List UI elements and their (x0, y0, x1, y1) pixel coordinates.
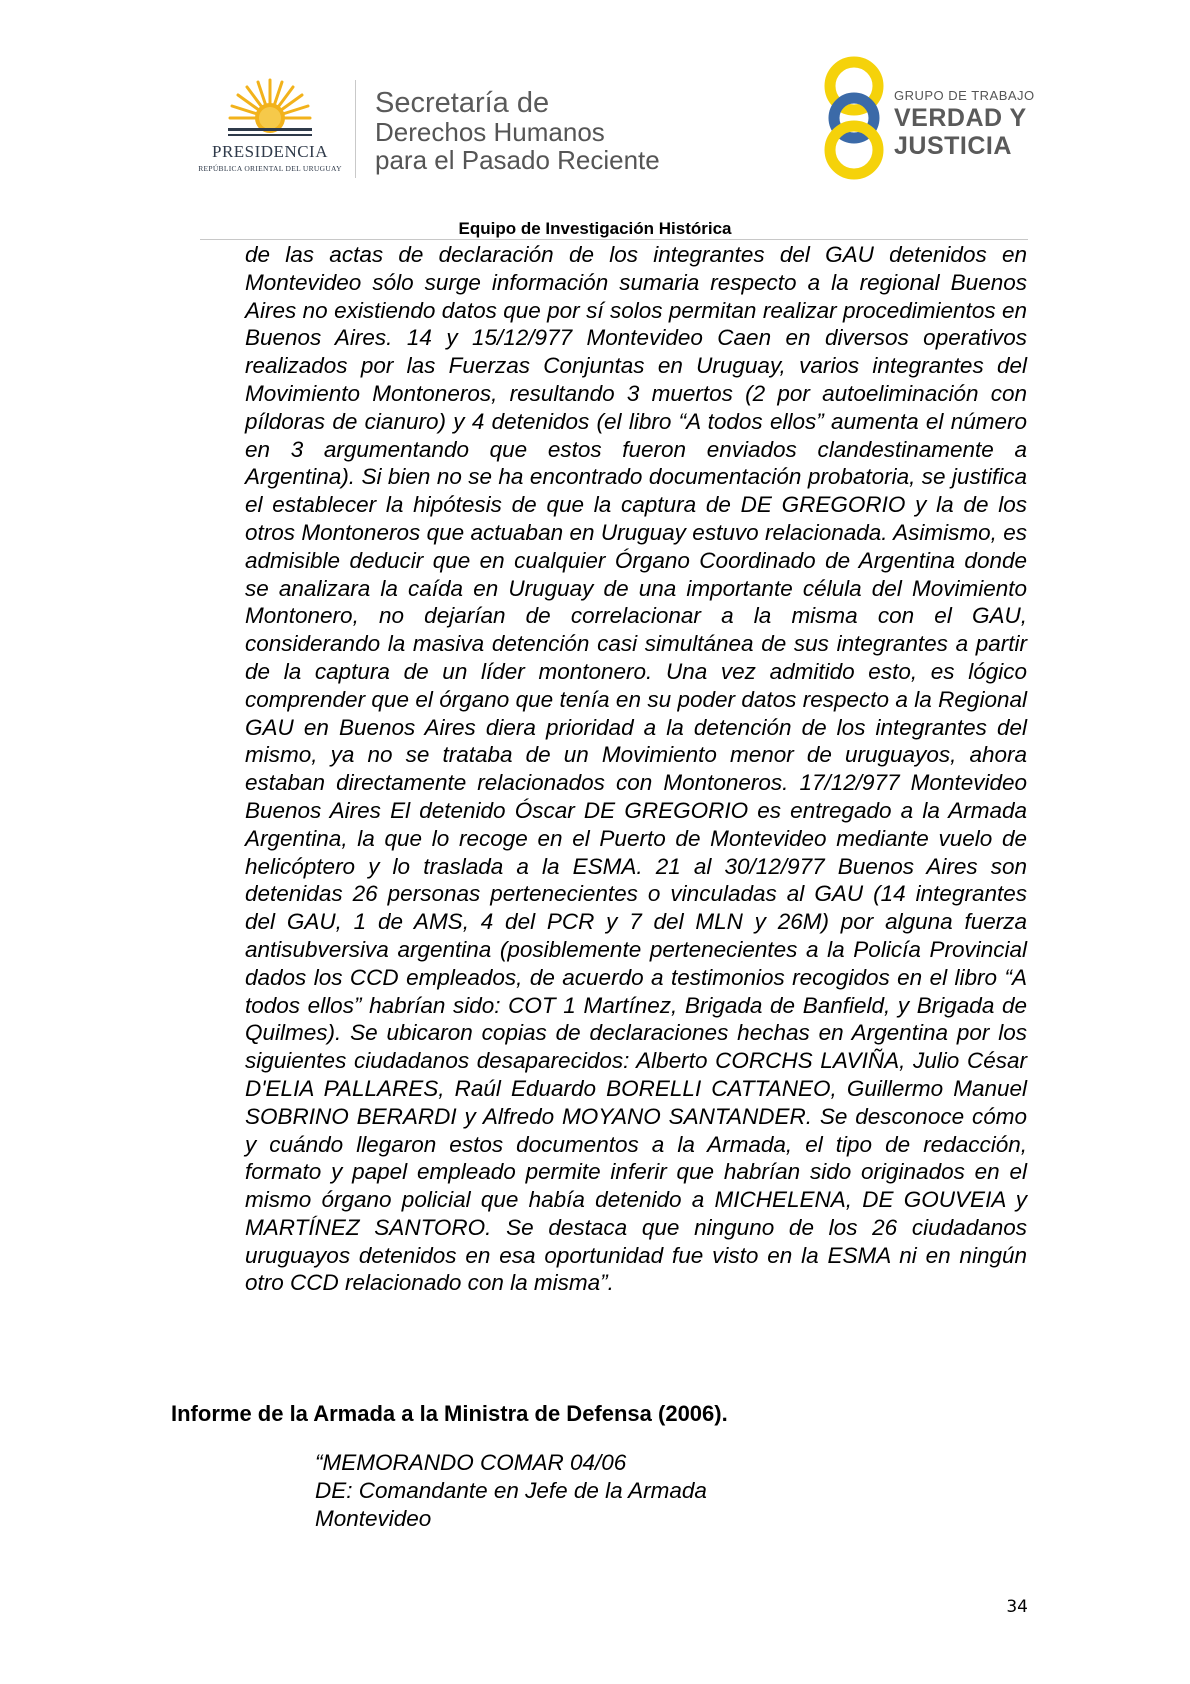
section-heading: Informe de la Armada a la Ministra de Defensa (2006). (171, 1401, 728, 1426)
memo-quote (315, 1449, 915, 1533)
justicia-label: JUSTICIA (894, 132, 1012, 160)
grupo-trabajo-label: GRUPO DE TRABAJO (894, 88, 1035, 103)
presidencia-logo (195, 78, 345, 178)
team-title: Equipo de Investigación Histórica (458, 219, 732, 238)
header-rule (200, 239, 1028, 240)
memo-line-title: “MEMORANDO COMAR 04/06 (315, 1450, 627, 1475)
linked-rings-icon (820, 56, 888, 180)
verdad-label: VERDAD Y (894, 104, 1027, 132)
secretaria-line-3: para el Pasado Reciente (375, 145, 660, 175)
grupo-trabajo-logo (820, 56, 1040, 182)
page-number: 34 (1006, 1597, 1028, 1617)
page-header (0, 0, 1190, 240)
presidencia-subtitle: REPÚBLICA ORIENTAL DEL URUGUAY (198, 164, 342, 173)
secretaria-line-1: Secretaría de (375, 87, 550, 119)
header-divider (355, 80, 356, 178)
memo-line-from: DE: Comandante en Jefe de la Armada (315, 1478, 707, 1503)
sun-icon (228, 78, 312, 140)
secretaria-line-2: Derechos Humanos (375, 117, 605, 147)
quote-paragraph: de las actas de declaración de los integrantes del GAU detenidos en Montevideo sólo surge información sumaria respecto a la regional Buenos Aires no existiendo datos que por sí solos permitan realizar procedimientos en Buenos Aires. 14 y 15/12/977 Montevideo Caen en diversos operativos realizados por las Fuerzas Conjuntas en Uruguay, varios integrantes del Movimiento Montoneros, resultando 3 muertos (2 por autoeliminación con píldoras de cianuro) y 4 detenidos (el libro “A todos ellos” aumenta el número en 3 argumentando que estos fueron enviados clandestinamente a Argentina). Si bien no se ha encontrado documentación probatoria, se justifica el establecer la hipótesis de que la captura de DE GREGORIO y la de los otros Montoneros que actuaban en Uruguay estuvo relacionada. Asimismo, es admisible deducir que en cualquier Órgano Coordinado de Argentina donde se analizara la caída en Uruguay de una importante célula del Movimiento Montonero, no dejarían de correlacionar a la misma con el GAU, considerando la masiva detención casi simultánea de sus integrantes a partir de la captura de un líder montonero. Una vez admitido esto, es lógico comprender que el órgano que tenía en su poder datos respecto a la Regional GAU en Buenos Aires diera prioridad a la detención de los integrantes del mismo, ya no se trataba de un Movimiento menor de uruguayos, ahora estaban directamente relacionados con Montoneros. 17/12/977 Montevideo Buenos Aires El detenido Óscar DE GREGORIO es entregado a la Armada Argentina, la que lo recoge en el Puerto de Montevideo mediante vuelo de helicóptero y lo traslada a la ESMA. 21 al 30/12/977 Buenos Aires son detenidas 26 personas pertenecientes o vinculadas al GAU (14 integrantes del GAU, 1 de AMS, 4 del PCR y 7 del MLN y 26M) por alguna fuerza antisubversiva argentina (posiblemente pertenecientes a la Policía Provincial dados los CCD empleados, de acuerdo a testimonios recogidos en el libro “A todos ellos” habrían sido: COT 1 Martínez, Brigada de Banfield, y Brigada de Quilmes). Se ubicaron copias de declaraciones hechas en Argentina por los siguientes ciudadanos desaparecidos: Alberto CORCHS LAVIÑA, Julio César D'ELIA PALLARES, Raúl Eduardo BORELLI CATTANEO, Guillermo Manuel SOBRINO BERARDI y Alfredo MOYANO SANTANDER. Se desconoce cómo y cuándo llegaron estos documentos a la Armada, el tipo de redacción, formato y papel empleado permite inferir que habrían sido originados en el mismo órgano policial que había detenido a MICHELENA, DE GOUVEIA y MARTÍNEZ SANTORO. Se destaca que ninguno de los 26 ciudadanos uruguayos detenidos en esa oportunidad fue visto en la ESMA ni en ningún otro CCD relacionado con la misma”. (245, 242, 1027, 1296)
memo-line-place: Montevideo (315, 1506, 432, 1531)
secretaria-name (375, 88, 715, 174)
presidencia-title: PRESIDENCIA (211, 142, 328, 161)
